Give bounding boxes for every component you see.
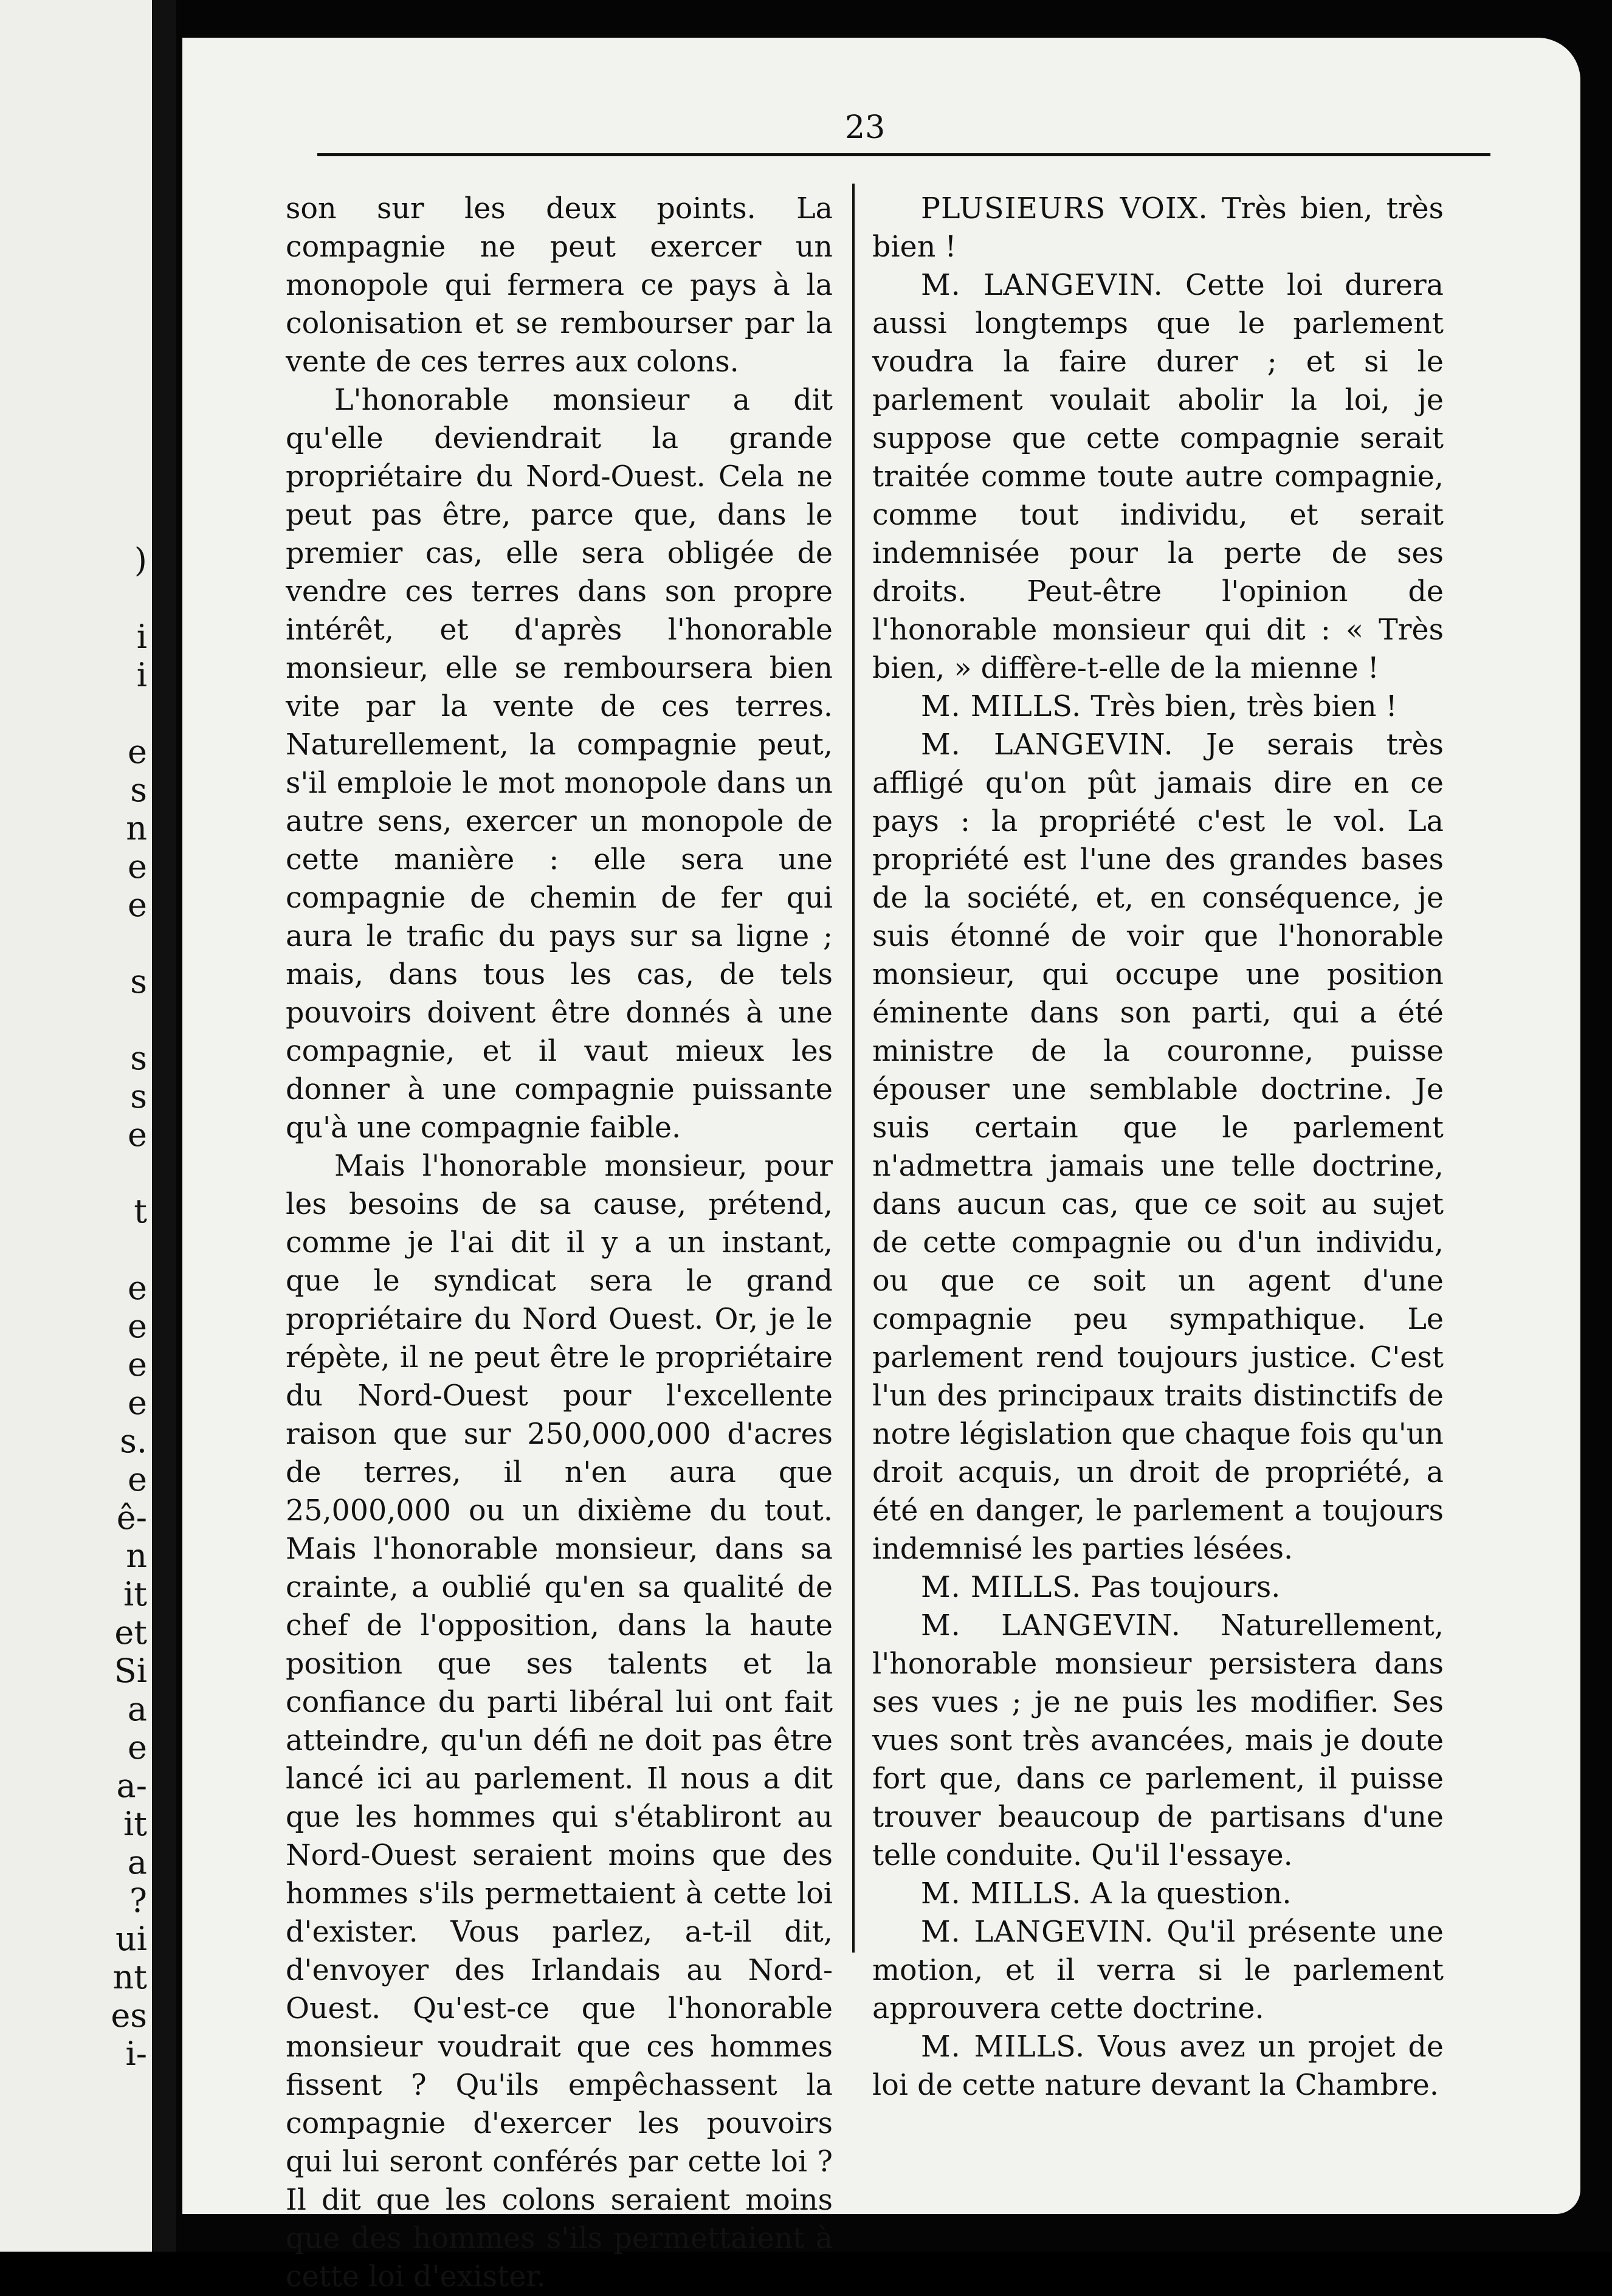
paragraph [872, 1875, 1444, 1913]
margin-fragment: e [128, 1115, 147, 1154]
speaker-name: M. MILLS. [921, 1877, 1082, 1911]
margin-fragment: nt [112, 1958, 147, 1996]
margin-fragment: Si [114, 1652, 147, 1690]
speaker-name: M. LANGEVIN. [921, 728, 1174, 762]
speaker-name: M. LANGEVIN. [921, 269, 1163, 302]
paragraph-text: son sur les deux points. La compagnie ne peut exercer un monopole qui fermera ce pays à la colonisation et se rembourser par la vente de ces terres aux colons. [286, 192, 833, 379]
margin-fragment: e [128, 1384, 147, 1422]
margin-fragment: s. [120, 1422, 147, 1460]
paragraph-text: Naturellement, l'honorable monsieur persistera dans ses vues ; je ne puis les modifier. Ses vues sont très avancées, mais je doute fort que, dans ce parlement, il puisse trouver beaucoup de partisans d'une telle conduite. Qu'il l'essaye. [872, 1609, 1444, 1872]
margin-fragment: e [128, 886, 147, 924]
speaker-name: M. MILLS. [921, 690, 1082, 723]
margin-fragment: t [134, 1192, 147, 1230]
paragraph [872, 1607, 1444, 1875]
paragraph-text: A la question. [1090, 1877, 1292, 1911]
paragraph-text: Mais l'honorable monsieur, pour les besoins de sa cause, prétend, comme je l'ai dit il y a un instant, que le syndicat sera le grand propriétaire du Nord Ouest. Or, je le répète, il ne peut être le propriétaire du Nord-Ouest pour l'excellente raison que sur 250,000,000 d'acres de terres, il n'en aura que 25,000,000 ou un dixième du tout. Mais l'honorable monsieur, dans sa crainte, a oublié qu'en sa qualité de chef de l'opposition, dans la haute position que ses talents et la confiance du parti libéral lui ont fait atteindre, qu'un défi ne doit pas être lancé ici au parlement. Il nous a dit que les hommes qui s'établiront au Nord-Ouest seraient moins que des hommes s'ils permettaient à cette loi d'exister. Vous parlez, a-t-il dit, d'envoyer des Irlandais au Nord-Ouest. Qu'est-ce que l'honorable monsieur voudrait que ces hommes fissent ? Qu'ils empêchassent la compagnie d'exercer les pouvoirs qui lui seront conférés par cette loi ? Il dit que les colons seraient moins que des hommes s'ils permettaient à cette loi d'exister. [286, 1150, 833, 2294]
page [182, 38, 1580, 2294]
paragraph [286, 190, 833, 381]
margin-fragment: n [126, 1537, 147, 1575]
margin-fragment: i- [125, 2035, 147, 2073]
margin-fragment: e [128, 1728, 147, 1767]
paragraph [872, 688, 1444, 726]
paragraph-text: L'honorable monsieur a dit qu'elle deviendrait la grande propriétaire du Nord-Ouest. Cela ne peut pas être, parce que, dans le premier cas, elle sera obligée de vendre ces terres dans son propre intérêt, et d'après l'honorable monsieur, elle se remboursera bien vite par la vente de ces terres. Naturellement, la compagnie peut, s'il emploie le mot monopole dans un autre sens, exercer un monopole de cette manière : elle sera une compagnie de chemin de fer qui aura le trafic du pays sur sa ligne ; mais, dans tous les cas, de tels pouvoirs doivent être donnés à une compagnie, et il vaut mieux les donner à une compagnie puissante qu'à une compagnie faible. [286, 384, 833, 1145]
paragraph [872, 726, 1444, 1568]
margin-fragment: a [127, 1690, 147, 1728]
margin-fragment: n [126, 809, 147, 847]
margin-fragment: e [128, 733, 147, 771]
speaker-name: PLUSIEURS VOIX. [921, 192, 1208, 226]
margin-fragment: e [128, 847, 147, 886]
paragraph-text: Je serais très affligé qu'on pût jamais dire en ce pays : la propriété c'est le vol. La propriété est l'une des grandes bases de la société, et, en conséquence, je suis étonné de voir que l'honorable monsieur, qui occupe une position éminente dans son parti, qui a été ministre de la couronne, puisse épouser une semblable doctrine. Je suis certain que le parlement n'admettra jamais une telle doctrine, dans aucun cas, que ce soit au sujet de cette compagnie ou d'un individu, ou que ce soit un agent d'une compagnie peu sympathique. Le parlement rend toujours justice. C'est l'un des principaux traits distinctifs de notre législation que chaque fois qu'un droit acquis, un droit de propriété, a été en danger, le parlement a toujours indemnisé les parties lésées. [872, 728, 1444, 1566]
paragraph [286, 1147, 833, 2296]
margin-fragment: s [130, 1077, 147, 1115]
margin-fragment: a- [116, 1767, 147, 1805]
margin-fragment: et [114, 1613, 147, 1652]
margin-fragment: s [130, 771, 147, 809]
paragraph-text: Très bien, très bien ! [872, 192, 1444, 264]
paragraph [872, 2028, 1444, 2105]
paragraph-text: Très bien, très bien ! [1090, 690, 1397, 723]
paragraph [872, 190, 1444, 266]
binding-gutter [152, 0, 176, 2252]
right-column [872, 190, 1444, 2105]
margin-fragment: s [130, 1039, 147, 1077]
paragraph [872, 266, 1444, 688]
margin-fragment: it [123, 1805, 147, 1843]
header-rule [317, 153, 1490, 156]
paragraph-text: Qu'il présente une motion, et il verra si le parlement approuvera cette doctrine. [872, 1915, 1444, 2025]
margin-fragment: i [136, 618, 147, 656]
speaker-name: M. LANGEVIN. [921, 1915, 1154, 1949]
previous-page-edge [0, 0, 163, 2252]
margin-fragment: ) [134, 541, 147, 579]
margin-fragment: ? [129, 1881, 147, 1920]
margin-fragment: ui [115, 1920, 147, 1958]
paragraph-text: Cette loi durera aussi longtemps que le parlement voudra la faire durer ; et si le parlement voulait abolir la loi, je suppose que cette compagnie serait traitée comme toute autre compagnie, comme tout individu, et serait indemnisée pour la perte de ses droits. Peut-être l'opinion de l'honorable monsieur qui dit : « Très bien, » diffère-t-elle de la mienne ! [872, 269, 1444, 685]
margin-fragment: e [128, 1460, 147, 1498]
paragraph [872, 1913, 1444, 2028]
margin-fragment: e [128, 1307, 147, 1345]
paragraph-text: Pas toujours. [1090, 1571, 1281, 1604]
margin-fragment: a [127, 1843, 147, 1881]
speaker-name: M. LANGEVIN. [921, 1609, 1181, 1643]
column-divider [852, 184, 855, 1953]
margin-fragment: e [128, 1345, 147, 1384]
margin-fragment: ê- [116, 1498, 147, 1537]
margin-fragment: i [136, 656, 147, 694]
paragraph [872, 1568, 1444, 1607]
paragraph [286, 381, 833, 1147]
page-number: 23 [845, 109, 886, 146]
margin-fragment: s [130, 962, 147, 1001]
left-column [286, 190, 833, 2296]
speaker-name: M. MILLS. [921, 2030, 1086, 2064]
paragraph-text: Vous avez un projet de loi de cette nature devant la Chambre. [872, 2030, 1444, 2102]
speaker-name: M. MILLS. [921, 1571, 1082, 1604]
margin-fragment: e [128, 1269, 147, 1307]
margin-fragment: it [123, 1575, 147, 1613]
margin-fragment: es [111, 1996, 147, 2035]
